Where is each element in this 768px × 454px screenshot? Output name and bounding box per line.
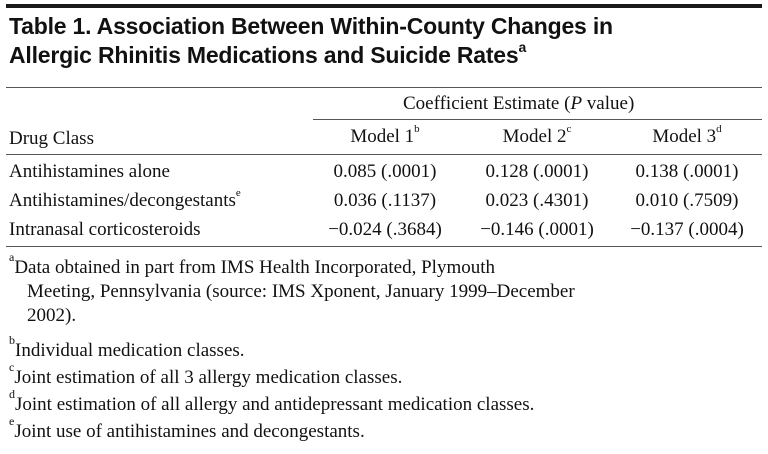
row-header: Drug Class bbox=[9, 128, 94, 149]
title-rule bbox=[6, 87, 762, 88]
group-header-after: value) bbox=[582, 93, 635, 114]
header-rule bbox=[6, 154, 762, 155]
column-header-model-1: Model 1$^b$ bbox=[350, 122, 420, 147]
table-title bbox=[9, 12, 759, 70]
footnote-d: $^d$Joint estimation of all allergy and antidepressant medication classes. bbox=[9, 386, 535, 415]
top-rule bbox=[6, 4, 762, 8]
footnote-a: $^a$Data obtained in part from IMS Health Incorporated, Plymouth Meeting, Pennsylvania (source: IMS Xponent, January 1999–December 2002). bbox=[9, 249, 575, 326]
group-header-italic: P bbox=[570, 93, 583, 114]
footnote-e: $^e$Joint use of antihistamines and decongestants. bbox=[9, 413, 365, 442]
table-cell: −0.024 (.3684) bbox=[328, 219, 442, 240]
table-cell: −0.137 (.0004) bbox=[630, 219, 744, 240]
column-header-model-3: Model 3$^d$ bbox=[652, 122, 722, 147]
table-cell: 0.128 (.0001) bbox=[485, 161, 589, 182]
table-row-label: Intranasal corticosteroids bbox=[9, 219, 201, 240]
group-header-rule bbox=[313, 119, 762, 120]
table-title-marker: a bbox=[518, 39, 527, 56]
group-header-before: Coefficient Estimate ( bbox=[403, 93, 571, 114]
table-cell: 0.138 (.0001) bbox=[635, 161, 739, 182]
table-cell: 0.010 (.7509) bbox=[635, 190, 739, 211]
table-cell: 0.036 (.1137) bbox=[333, 190, 437, 211]
table-cell: −0.146 (.0001) bbox=[480, 219, 594, 240]
table-cell: 0.085 (.0001) bbox=[333, 161, 437, 182]
body-rule bbox=[6, 246, 762, 247]
table-row-label: Antihistamines/decongestants$^e$ bbox=[9, 186, 241, 211]
column-header-model-2: Model 2$^c$ bbox=[502, 122, 572, 147]
table-row-label: Antihistamines alone bbox=[9, 161, 170, 182]
table-title-line-1: Table 1. Association Between Within-County Changes in bbox=[9, 13, 613, 39]
table-cell: 0.023 (.4301) bbox=[485, 190, 589, 211]
footnote-c: $^c$Joint estimation of all 3 allergy medication classes. bbox=[9, 359, 403, 388]
table-title-line-2: Allergic Rhinitis Medications and Suicide Rates bbox=[9, 42, 519, 68]
footnote-b: $^b$Individual medication classes. bbox=[9, 332, 245, 361]
group-header bbox=[403, 92, 634, 116]
